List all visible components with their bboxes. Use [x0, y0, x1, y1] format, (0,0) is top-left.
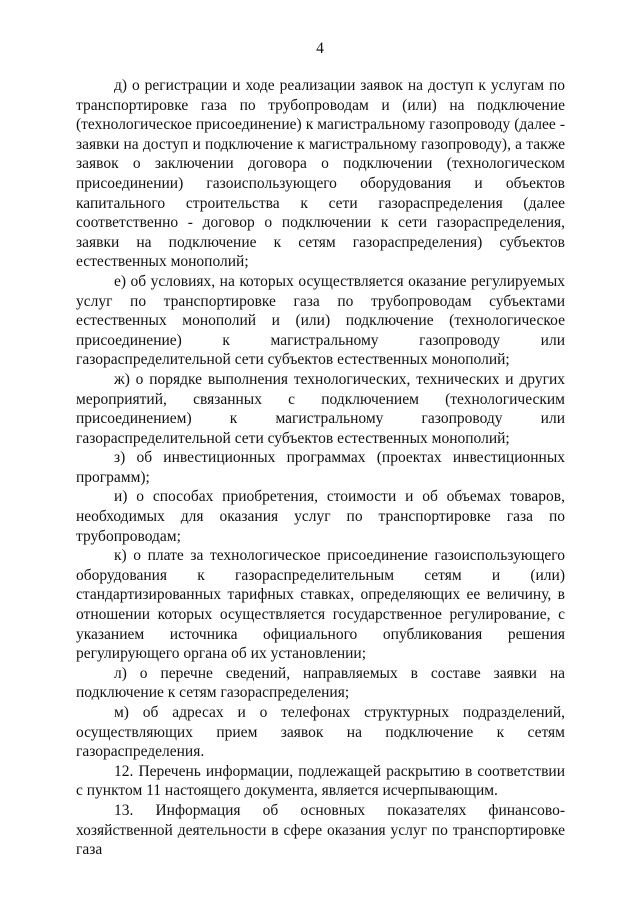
paragraph-item-zh: ж) о порядке выполнения технологических, технических и других мероприятий, связанных с подключением (технологическим присоединением) к магистральному газопроводу или газораспределительной сети субъектов естественных монополий; — [76, 370, 565, 447]
paragraph-item-z: з) об инвестиционных программах (проектах инвестиционных программ); — [76, 449, 565, 486]
paragraph-item-k: к) о плате за технологическое присоединение газоиспользующего оборудования к газораспределительным сетям и (или) стандартизированных тарифных ставках, определяющих ее величину, в отношении которых осуществляется государственное регулирование, с указанием источника официального опубликования решения регулирующего органа об их установлении; — [76, 547, 565, 663]
page-number: 4 — [316, 40, 324, 57]
paragraph-item-l: л) о перечне сведений, направляемых в составе заявки на подключение к сетям газораспределения; — [76, 664, 565, 702]
paragraph-item-d: д) о регистрации и ходе реализации заявок на доступ к услугам по транспортировке газа по трубопроводам и (или) на подключение (технологическое присоединение) к магистральному газопроводу (далее - заявки на доступ и подключение к магистральному газопроводу), а также заявок о заключении договора о подключении (технологическом присоединении) газоиспользующего оборудования и объектов капитального строительства к сети газораспределения (далее соответственно - договор о подключении к сети газораспределения, заявки на подключение к сетям газораспределения) субъектов естественных монополий; — [76, 77, 565, 271]
paragraph-item-i: и) о способах приобретения, стоимости и об объемах товаров, необходимых для оказания услуг по транспортировке газа по трубопроводам; — [76, 488, 565, 545]
paragraph-clause-12: 12. Перечень информации, подлежащей раскрытию в соответствии с пунктом 11 настоящего документа, является исчерпывающим. — [76, 762, 565, 800]
paragraph-clause-13: 13. Информация об основных показателях финансово-хозяйственной деятельности в сфере оказания услуг по транспортировке газа — [76, 801, 565, 859]
paragraph-item-m: м) об адресах и о телефонах структурных подразделений, осуществляющих прием заявок на подключение к сетям газораспределения. — [76, 704, 565, 761]
document-body — [76, 76, 565, 860]
paragraph-item-e: е) об условиях, на которых осуществляется оказание регулируемых услуг по транспортировке газа по трубопроводам субъектами естественных монополий и (или) подключение (технологическое присоединение) к магистральному газопроводу или газораспределительной сети субъектов естественных монополий; — [76, 272, 565, 369]
